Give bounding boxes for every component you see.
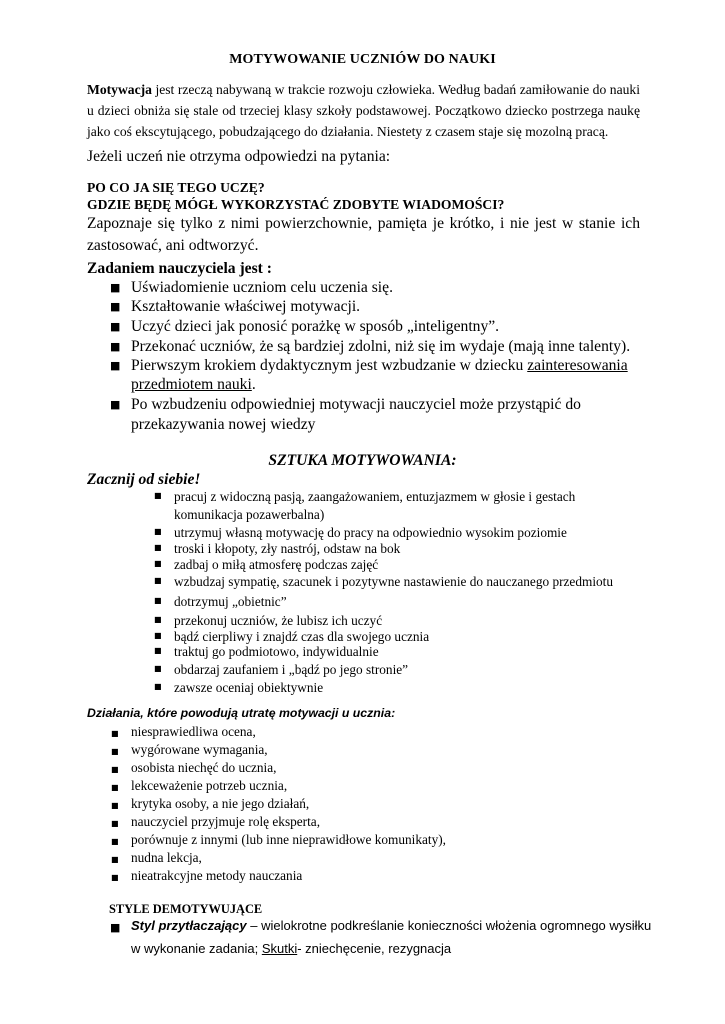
style-item-text: – wielokrotne podkreślanie konieczności włożenia ogromnego wysiłku bbox=[246, 918, 652, 933]
square-bullet-icon: ■ bbox=[111, 729, 119, 738]
square-bullet-icon: ■ bbox=[110, 921, 121, 934]
square-bullet-icon: ■ bbox=[154, 596, 162, 605]
intro-text: jest rzeczą nabywaną w trakcie rozwoju człowieka. Według badań zamiłowanie do nauki u dzieci obniża się stale od trzeciej klasy szkoły podstawowej. Początkowo dziecko postrzega naukę jako coś ekscytującego, pobudzającego do działania. Niestety z czasem staje się mozolną pracą. bbox=[87, 82, 640, 139]
square-bullet-icon: ■ bbox=[110, 359, 121, 372]
demotivator-item-1: niesprawiedliwa ocena, bbox=[131, 724, 256, 739]
art-item-8: bądź cierpliwy i znajdź czas dla swojego ucznia bbox=[174, 629, 430, 644]
square-bullet-icon: ■ bbox=[111, 747, 119, 756]
square-bullet-icon: ■ bbox=[110, 281, 121, 294]
square-bullet-icon: ■ bbox=[154, 543, 162, 552]
demotivator-item-4: lekceważenie potrzeb ucznia, bbox=[131, 778, 288, 793]
style-item-cont: w wykonanie zadania; Skutki- zniechęcenie, rezygnacja bbox=[131, 941, 452, 956]
square-bullet-icon: ■ bbox=[154, 491, 162, 500]
demotivator-item-8: nudna lekcja, bbox=[131, 850, 202, 865]
square-bullet-icon: ■ bbox=[111, 873, 119, 882]
square-bullet-icon: ■ bbox=[154, 631, 162, 640]
square-bullet-icon: ■ bbox=[111, 819, 119, 828]
art-item-1: pracuj z widoczną pasją, zaangażowaniem, entuzjazmem w głosie i gestach bbox=[174, 489, 576, 504]
square-bullet-icon: ■ bbox=[111, 855, 119, 864]
effects-label: Skutki bbox=[261, 941, 298, 956]
teacher-item-3: Uczyć dzieci jak ponosić porażkę w sposób „inteligentny”. bbox=[131, 318, 500, 335]
demotivator-item-9: nieatrakcyjne metody nauczania bbox=[131, 868, 303, 883]
art-item-7: przekonuj uczniów, że lubisz ich uczyć bbox=[174, 613, 383, 628]
square-bullet-icon: ■ bbox=[110, 340, 121, 353]
square-bullet-icon: ■ bbox=[111, 801, 119, 810]
consequence-paragraph: Zapoznaje się tylko z nimi powierzchownie, pamięta je krótko, i nie jest w stanie ich zastosować, ani odtworzyć. bbox=[87, 215, 640, 254]
question-1: PO CO JA SIĘ TEGO UCZĘ? bbox=[87, 180, 265, 195]
teacher-item-2: Kształtowanie właściwej motywacji. bbox=[131, 298, 361, 315]
styles-heading: STYLE DEMOTYWUJĄCE bbox=[109, 902, 263, 916]
art-item-5: wzbudzaj sympatię, szacunek i pozytywne nastawienie do nauczanego przedmiotu bbox=[174, 574, 614, 589]
square-bullet-icon: ■ bbox=[110, 398, 121, 411]
art-item-9: traktuj go podmiotowo, indywidualnie bbox=[174, 644, 379, 659]
section-subheading-self: Zacznij od siebie! bbox=[87, 471, 201, 488]
demotivator-item-7: porównuje z innymi (lub inne nieprawidłowe komunikaty), bbox=[131, 832, 446, 847]
square-bullet-icon: ■ bbox=[154, 682, 162, 691]
demotivator-item-3: osobista niechęć do ucznia, bbox=[131, 760, 277, 775]
teacher-task-heading: Zadaniem nauczyciela jest : bbox=[87, 260, 272, 277]
art-item-3: troski i kłopoty, zły nastrój, odstaw na bok bbox=[174, 541, 401, 556]
square-bullet-icon: ■ bbox=[111, 765, 119, 774]
interest-link-text: zainteresowania bbox=[527, 357, 628, 374]
intro-bold-term: Motywacja bbox=[87, 82, 152, 97]
art-item-4: zadbaj o miłą atmosferę podczas zajęć bbox=[174, 557, 379, 572]
square-bullet-icon: ■ bbox=[111, 783, 119, 792]
document-title: MOTYWOWANIE UCZNIÓW DO NAUKI bbox=[229, 52, 496, 67]
teacher-item-6: Po wzbudzeniu odpowiedniej motywacji nauczyciel może przystąpić do bbox=[131, 396, 581, 413]
section-heading-art: SZTUKA MOTYWOWANIA: bbox=[268, 452, 457, 469]
square-bullet-icon: ■ bbox=[110, 300, 121, 313]
square-bullet-icon: ■ bbox=[154, 615, 162, 624]
square-bullet-icon: ■ bbox=[154, 559, 162, 568]
demotivator-item-2: wygórowane wymagania, bbox=[131, 742, 268, 757]
question-lead: Jeżeli uczeń nie otrzyma odpowiedzi na pytania: bbox=[87, 148, 391, 165]
square-bullet-icon: ■ bbox=[154, 527, 162, 536]
demotivator-item-5: krytyka osoby, a nie jego działań, bbox=[131, 796, 310, 811]
art-item-11: zawsze oceniaj obiektywnie bbox=[174, 680, 324, 695]
teacher-item-6-cont: przekazywania nowej wiedzy bbox=[131, 416, 316, 433]
square-bullet-icon: ■ bbox=[154, 576, 162, 585]
square-bullet-icon: ■ bbox=[154, 646, 162, 655]
teacher-item-5-cont: przedmiotem nauki. bbox=[131, 376, 256, 393]
art-item-2: utrzymuj własną motywację do pracy na odpowiednio wysokim poziomie bbox=[174, 525, 567, 540]
style-item-name: Styl przytłaczający bbox=[131, 918, 247, 933]
style-item bbox=[131, 918, 651, 933]
square-bullet-icon: ■ bbox=[111, 837, 119, 846]
art-item-10: obdarzaj zaufaniem i „bądź po jego stronie” bbox=[174, 662, 409, 677]
teacher-item-5: Pierwszym krokiem dydaktycznym jest wzbudzanie w dziecku zainteresowania bbox=[131, 357, 628, 374]
effects-text: - zniechęcenie, rezygnacja bbox=[297, 941, 452, 956]
subject-link-text: przedmiotem nauki bbox=[131, 376, 252, 393]
demotivator-item-6: nauczyciel przyjmuje rolę eksperta, bbox=[131, 814, 321, 829]
teacher-item-4: Przekonać uczniów, że są bardziej zdolni, niż się im wydaje (mają inne talenty). bbox=[131, 338, 631, 355]
demotivators-heading: Działania, które powodują utratę motywacji u ucznia: bbox=[87, 706, 396, 720]
question-2: GDZIE BĘDĘ MÓGŁ WYKORZYSTAĆ ZDOBYTE WIADOMOŚCI? bbox=[87, 197, 505, 212]
teacher-item-1: Uświadomienie uczniom celu uczenia się. bbox=[131, 279, 393, 296]
art-item-1-cont: komunikacja pozawerbalna) bbox=[174, 507, 325, 522]
art-item-6: dotrzymuj „obietnic” bbox=[174, 594, 287, 609]
square-bullet-icon: ■ bbox=[154, 664, 162, 673]
intro-paragraph bbox=[87, 79, 640, 142]
square-bullet-icon: ■ bbox=[110, 320, 121, 333]
